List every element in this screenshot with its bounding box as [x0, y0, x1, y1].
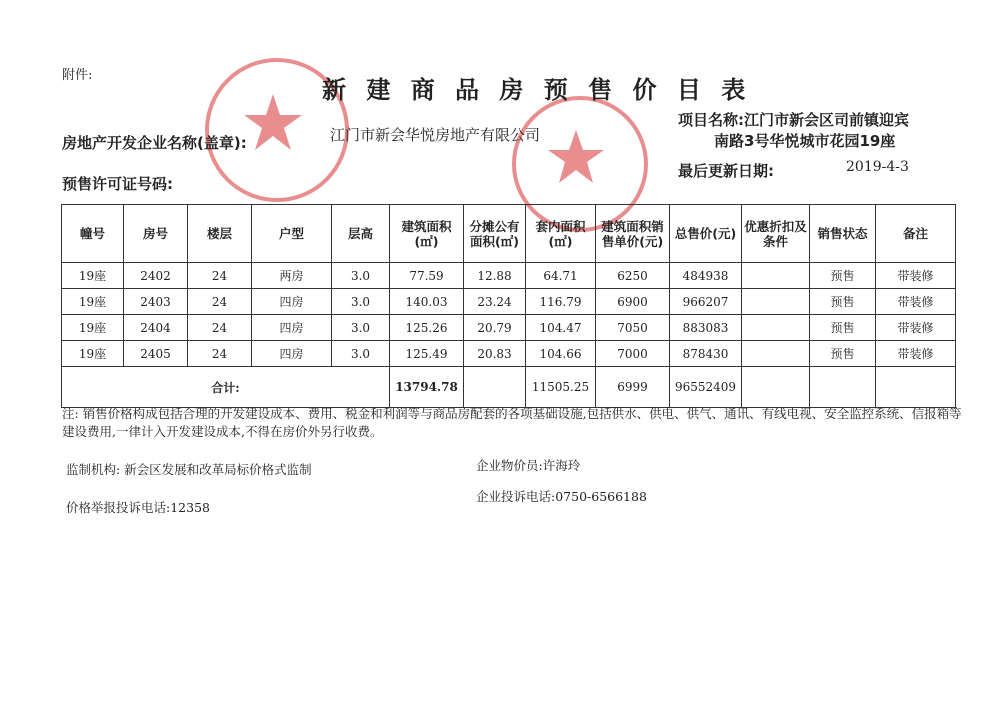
cell-floor: 24 — [188, 315, 252, 341]
cell-unit-type: 四房 — [252, 289, 332, 315]
cell-shared-area: 20.79 — [464, 315, 526, 341]
header-room: 房号 — [124, 205, 188, 263]
cell-building: 19座 — [62, 341, 124, 367]
update-date-value: 2019-4-3 — [846, 159, 909, 175]
total-remarks — [876, 367, 956, 408]
cell-unit-price: 7000 — [596, 341, 670, 367]
table-row — [62, 263, 956, 289]
cell-floor-height: 3.0 — [332, 263, 390, 289]
header-unit-price: 建筑面积销售单价(元) — [596, 205, 670, 263]
table-row — [62, 341, 956, 367]
cell-building-area: 140.03 — [390, 289, 464, 315]
cell-building-area: 125.49 — [390, 341, 464, 367]
cell-remarks: 带装修 — [876, 315, 956, 341]
header-floor: 楼层 — [188, 205, 252, 263]
cell-unit-type: 四房 — [252, 315, 332, 341]
footnote: 注: 销售价格构成包括合理的开发建设成本、费用、税金和利润等与商品房配套的各项基础设施,包括供水、供电、供气、通讯、有线电视、安全监控系统、信报箱等建设费用,一律计入开发建设成本,不得在房价外另行收费。 — [62, 406, 962, 439]
cell-floor-height: 3.0 — [332, 289, 390, 315]
header-building: 幢号 — [62, 205, 124, 263]
cell-shared-area: 20.83 — [464, 341, 526, 367]
table-row — [62, 289, 956, 315]
cell-building-area: 125.26 — [390, 315, 464, 341]
cell-floor-height: 3.0 — [332, 315, 390, 341]
cell-unit-price: 6900 — [596, 289, 670, 315]
header-building-area: 建筑面积(㎡) — [390, 205, 464, 263]
total-shared-area — [464, 367, 526, 408]
cell-sale-status: 预售 — [810, 341, 876, 367]
cell-building: 19座 — [62, 263, 124, 289]
supervision-agency: 监制机构: 新会区发展和改革局标价格式监制 — [66, 462, 312, 477]
total-inner-area: 11505.25 — [526, 367, 596, 408]
price-report-tel: 价格举报投诉电话:12358 — [66, 500, 210, 515]
header-inner-area: 套内面积(㎡) — [526, 205, 596, 263]
cell-floor-height: 3.0 — [332, 341, 390, 367]
cell-inner-area: 104.66 — [526, 341, 596, 367]
cell-shared-area: 23.24 — [464, 289, 526, 315]
header-remarks: 备注 — [876, 205, 956, 263]
cell-total-price: 484938 — [670, 263, 742, 289]
header-sale-status: 销售状态 — [810, 205, 876, 263]
cell-sale-status: 预售 — [810, 263, 876, 289]
cell-building: 19座 — [62, 315, 124, 341]
attachment-label: 附件: — [62, 68, 93, 83]
cell-floor: 24 — [188, 341, 252, 367]
cell-room: 2402 — [124, 263, 188, 289]
header-floor-height: 层高 — [332, 205, 390, 263]
project-name-line1: 项目名称:江门市新会区司前镇迎宾 — [678, 111, 910, 129]
cell-inner-area: 64.71 — [526, 263, 596, 289]
permit-number-label: 预售许可证号码: — [62, 175, 173, 193]
total-row — [62, 367, 956, 408]
total-price: 96552409 — [670, 367, 742, 408]
cell-remarks: 带装修 — [876, 341, 956, 367]
cell-room: 2404 — [124, 315, 188, 341]
price-officer: 企业物价员:许海玲 — [476, 458, 581, 473]
cell-remarks: 带装修 — [876, 263, 956, 289]
project-name-line2: 南路3号华悦城市花园19座 — [714, 132, 896, 150]
cell-room: 2405 — [124, 341, 188, 367]
cell-discount — [742, 341, 810, 367]
cell-discount — [742, 263, 810, 289]
developer-name: 江门市新会华悦房地产有限公司 — [330, 126, 541, 144]
table-header-row — [62, 205, 956, 263]
cell-total-price: 966207 — [670, 289, 742, 315]
cell-unit-type: 两房 — [252, 263, 332, 289]
header-shared-area: 分摊公有面积(㎡) — [464, 205, 526, 263]
header-total-price: 总售价(元) — [670, 205, 742, 263]
update-date-label: 最后更新日期: — [678, 162, 774, 180]
enterprise-complaint-tel: 企业投诉电话:0750-6566188 — [476, 489, 647, 504]
cell-total-price: 878430 — [670, 341, 742, 367]
price-table — [61, 204, 956, 408]
total-sale-status — [810, 367, 876, 408]
total-unit-price: 6999 — [596, 367, 670, 408]
total-discount — [742, 367, 810, 408]
cell-floor: 24 — [188, 289, 252, 315]
page-title: 新 建 商 品 房 预 售 价 目 表 — [322, 76, 752, 104]
developer-label: 房地产开发企业名称(盖章): — [62, 134, 247, 152]
cell-unit-price: 6250 — [596, 263, 670, 289]
cell-unit-type: 四房 — [252, 341, 332, 367]
header-discount: 优惠折扣及条件 — [742, 205, 810, 263]
cell-remarks: 带装修 — [876, 289, 956, 315]
total-label: 合计: — [62, 367, 390, 408]
cell-building: 19座 — [62, 289, 124, 315]
cell-floor: 24 — [188, 263, 252, 289]
cell-building-area: 77.59 — [390, 263, 464, 289]
table-row — [62, 315, 956, 341]
cell-sale-status: 预售 — [810, 289, 876, 315]
cell-inner-area: 104.47 — [526, 315, 596, 341]
cell-discount — [742, 289, 810, 315]
cell-room: 2403 — [124, 289, 188, 315]
total-building-area: 13794.78 — [390, 367, 464, 408]
cell-inner-area: 116.79 — [526, 289, 596, 315]
cell-sale-status: 预售 — [810, 315, 876, 341]
cell-shared-area: 12.88 — [464, 263, 526, 289]
header-unit-type: 户型 — [252, 205, 332, 263]
cell-discount — [742, 315, 810, 341]
cell-total-price: 883083 — [670, 315, 742, 341]
cell-unit-price: 7050 — [596, 315, 670, 341]
